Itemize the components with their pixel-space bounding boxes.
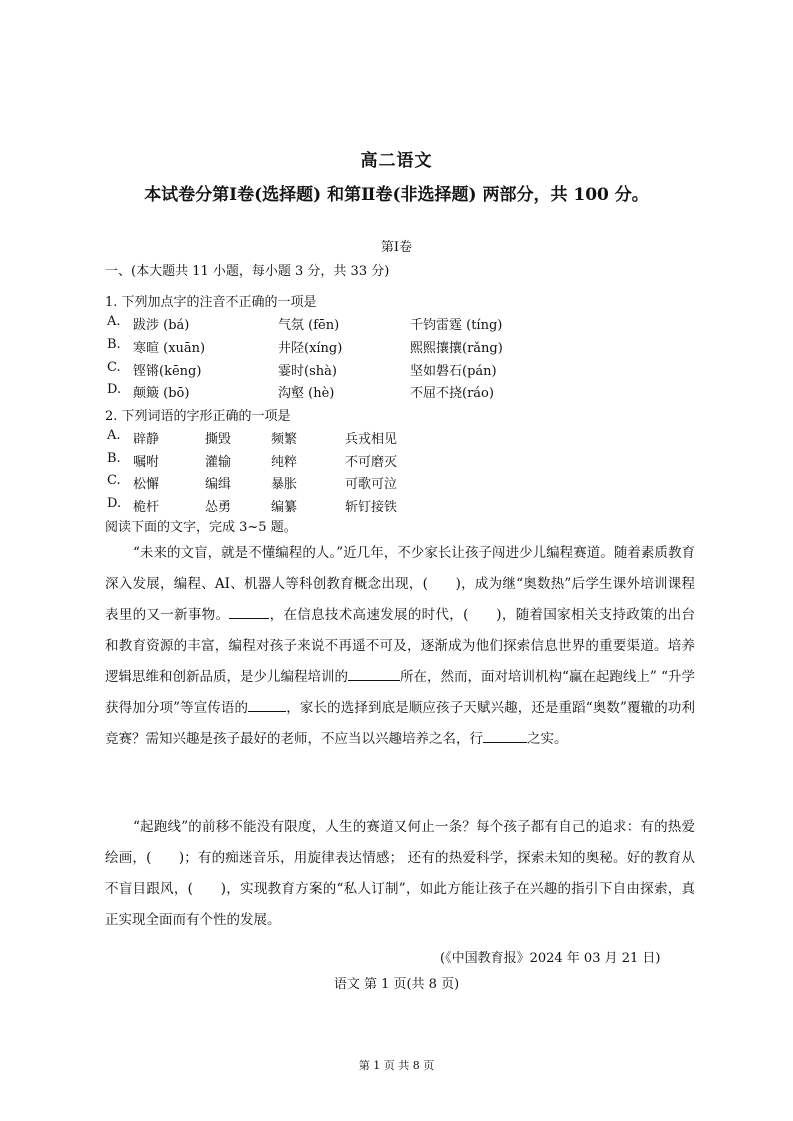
option-item: 熙熙攘攘(rǎng) (410, 341, 503, 356)
option-item: 颠簸 (bō) (133, 386, 190, 401)
option-item: 气氛 (fēn) (278, 318, 340, 333)
option-item: 斩钉接铁 (345, 500, 398, 515)
option-item: 铿锵(kēng) (133, 364, 202, 379)
exam-instructions: 本试卷分第Ⅰ卷(选择题) 和第Ⅱ卷(非选择题) 两部分，共 100 分。 (144, 185, 649, 205)
option-item: 灌输 (205, 455, 232, 470)
option-item: 不可磨灭 (345, 455, 398, 470)
section-heading: 一、(本大题共 11 小题，每小题 3 分，共 33 分) (105, 264, 390, 279)
option-item: 频繁 (271, 432, 298, 447)
page-title: 高二语文 (360, 151, 433, 171)
option-letter: A. (107, 428, 121, 443)
option-item: 井陉(xíng) (278, 341, 343, 356)
option-item: 可歌可泣 (345, 477, 398, 492)
option-item: 坚如磐石(pán) (410, 364, 497, 379)
page-footer: 第 1 页 共 8 页 (358, 1059, 435, 1072)
option-item: 纯粹 (271, 455, 298, 470)
option-item: 怂勇 (205, 500, 232, 515)
reading-instruction: 阅读下面的文字，完成 3~5 题。 (105, 520, 297, 535)
part-label: 第Ⅰ卷 (380, 240, 413, 255)
passage-paragraph-1 (105, 538, 695, 755)
passage-text: “未来的文盲，就是不懂编程的人。”近几年，不少家长让孩子闯进少儿编程赛道。随着素质教育深入发展，编程、AI、机器人等科创教育概念出现，( )，成为继“奥数热”后学生课外培训课程表里的又一新事物。 (105, 545, 695, 623)
option-letter: C. (107, 473, 121, 488)
passage-source: (《中国教育报》2024 年 03 月 21 日) (440, 951, 661, 966)
passage-text: “起跑线”的前移不能没有限度，人生的赛道又何止一条？每个孩子都有自己的追求：有的热爱绘画，( )；有的痴迷音乐，用旋律表达情感； 还有的热爱科学，探索未知的奥秘。好的教育从不盲目跟风，( )，实现教育方案的“私人订制”，如此方能让孩子在兴趣的指引下自由探索，真正实现全面而有个性的发展。 (105, 819, 695, 928)
option-item: 沟壑 (hè) (278, 386, 335, 401)
option-letter: D. (107, 382, 122, 397)
option-item: 霎时(shà) (278, 364, 337, 379)
option-item: 撕毁 (205, 432, 232, 447)
option-item: 不屈不挠(ráo) (410, 386, 494, 401)
question-1-stem: 1. 下列加点字的注音不正确的一项是 (105, 295, 317, 310)
answer-blank[interactable] (248, 698, 286, 712)
option-letter: C. (107, 360, 121, 375)
option-item: 编缉 (205, 477, 232, 492)
option-letter: A. (107, 314, 121, 329)
option-letter: D. (107, 496, 122, 511)
passage-text: 之实。 (527, 731, 568, 747)
option-item: 暴胀 (271, 477, 298, 492)
page-number-info: 语文 第 1 页(共 8 页) (333, 977, 460, 992)
passage-text: ，家长的选择到底是顺应孩子天赋兴趣，还是重蹈“奥数”覆辙的功利竞赛？需知兴趣是孩子最好的老师，不应当以兴趣培养之名，行 (105, 700, 695, 747)
option-item: 桅杆 (133, 500, 160, 515)
option-item: 千钧雷霆 (tíng) (410, 318, 503, 333)
option-letter: B. (107, 337, 121, 352)
option-item: 松懈 (133, 477, 160, 492)
option-item: 辟静 (133, 432, 160, 447)
option-item: 跋涉 (bá) (133, 318, 190, 333)
passage-paragraph-2 (105, 812, 695, 936)
answer-blank[interactable] (348, 667, 400, 681)
answer-blank[interactable] (483, 729, 527, 743)
question-2-stem: 2. 下列词语的字形正确的一项是 (105, 409, 291, 424)
option-letter: B. (107, 451, 121, 466)
passage-text: 所在，然而，面对培训机构“赢在起跑线上” “升学获得加分项”等宣传语的 (105, 669, 695, 716)
option-item: 嘱咐 (133, 455, 160, 470)
passage-text: ，在信息技术高速发展的时代，( )，随着国家相关支持政策的出台和教育资源的丰富，编程对孩子来说不再遥不可及，逐渐成为他们探索信息世界的重要渠道。培养逻辑思维和创新品质，是少儿编程培训的 (105, 607, 695, 685)
option-item: 寒暄 (xuān) (133, 341, 206, 356)
answer-blank[interactable] (229, 605, 269, 619)
option-item: 编纂 (271, 500, 298, 515)
option-item: 兵戎相见 (345, 432, 398, 447)
